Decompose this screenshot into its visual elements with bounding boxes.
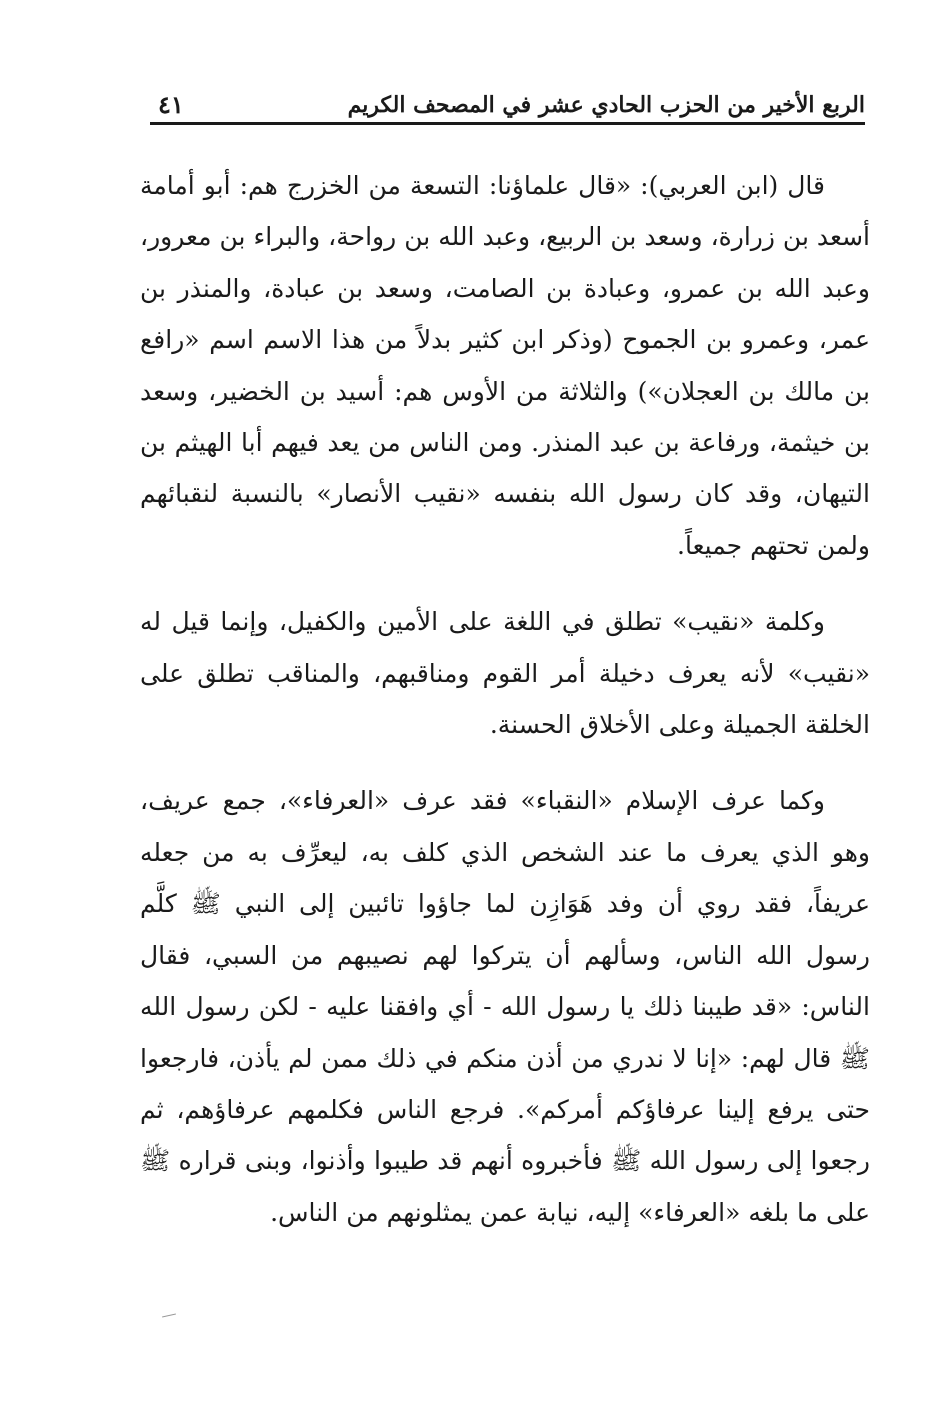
header-rule (150, 122, 865, 125)
paragraph-urafa: وكما عرف الإسلام «النقباء» فقد عرف «العرفاء»، جمع عريف، وهو الذي يعرف ما عند الشخص الذي كلف به، ليعرِّف به من جعله عريفاً، فقد روي أن وفد هَوَازِن لما جاؤوا تائبين إلى النبي ﷺ كلَّم رسول الله الناس، وسألهم أن يتركوا لهم نصيبهم من السبي، فقال الناس: «قد طيبنا ذلك يا رسول الله - أي وافقنا عليه - لكن رسول الله ﷺ قال لهم: «إنا لا ندري من أذن منكم في ذلك ممن لم يأذن، فارجعوا حتى يرفع إلينا عرفاؤكم أمركم». فرجع الناس فكلمهم عرفاؤهم، ثم رجعوا إلى رسول الله ﷺ فأخبروه أنهم قد طيبوا وأذنوا، وبنى قراره ﷺ على ما بلغه «العرفاء» إليه، نيابة عمن يمثلونهم من الناس. (140, 786, 870, 1227)
body-text (140, 160, 870, 1238)
paragraph-naqib-definition: وكلمة «نقيب» تطلق في اللغة على الأمين والكفيل، وإنما قيل له «نقيب» لأنه يعرف دخيلة أمر القوم ومناقبهم، والمناقب تطلق على الخلقة الجميلة وعلى الأخلاق الحسنة. (140, 607, 870, 740)
header-title: الربع الأخير من الحزب الحادي عشر في المصحف الكريم (347, 92, 865, 118)
paragraph-naqibs: قال (ابن العربي): «قال علماؤنا: التسعة من الخزرج هم: أبو أمامة أسعد بن زرارة، وسعد بن الربيع، وعبد الله بن رواحة، والبراء بن معرور، وعبد الله بن عمرو، وعبادة بن الصامت، وسعد بن عبادة، والمنذر بن عمر، وعمرو بن الجموح (وذكر ابن كثير بدلاً من هذا الاسم اسم «رافع بن مالك بن العجلان») والثلاثة من الأوس هم: أسيد بن الخضير، وسعد بن خيثمة، ورفاعة بن عبد المنذر. ومن الناس من يعد فيهم أبا الهيثم بن التيهان، وقد كان رسول الله بنفسه «نقيب الأنصار» بالنسبة لنقبائهم ولمن تحتهم جميعاً. (140, 171, 870, 560)
page-number: ٤١ (158, 90, 184, 119)
scan-mark (162, 1314, 176, 1318)
running-header (150, 86, 865, 126)
